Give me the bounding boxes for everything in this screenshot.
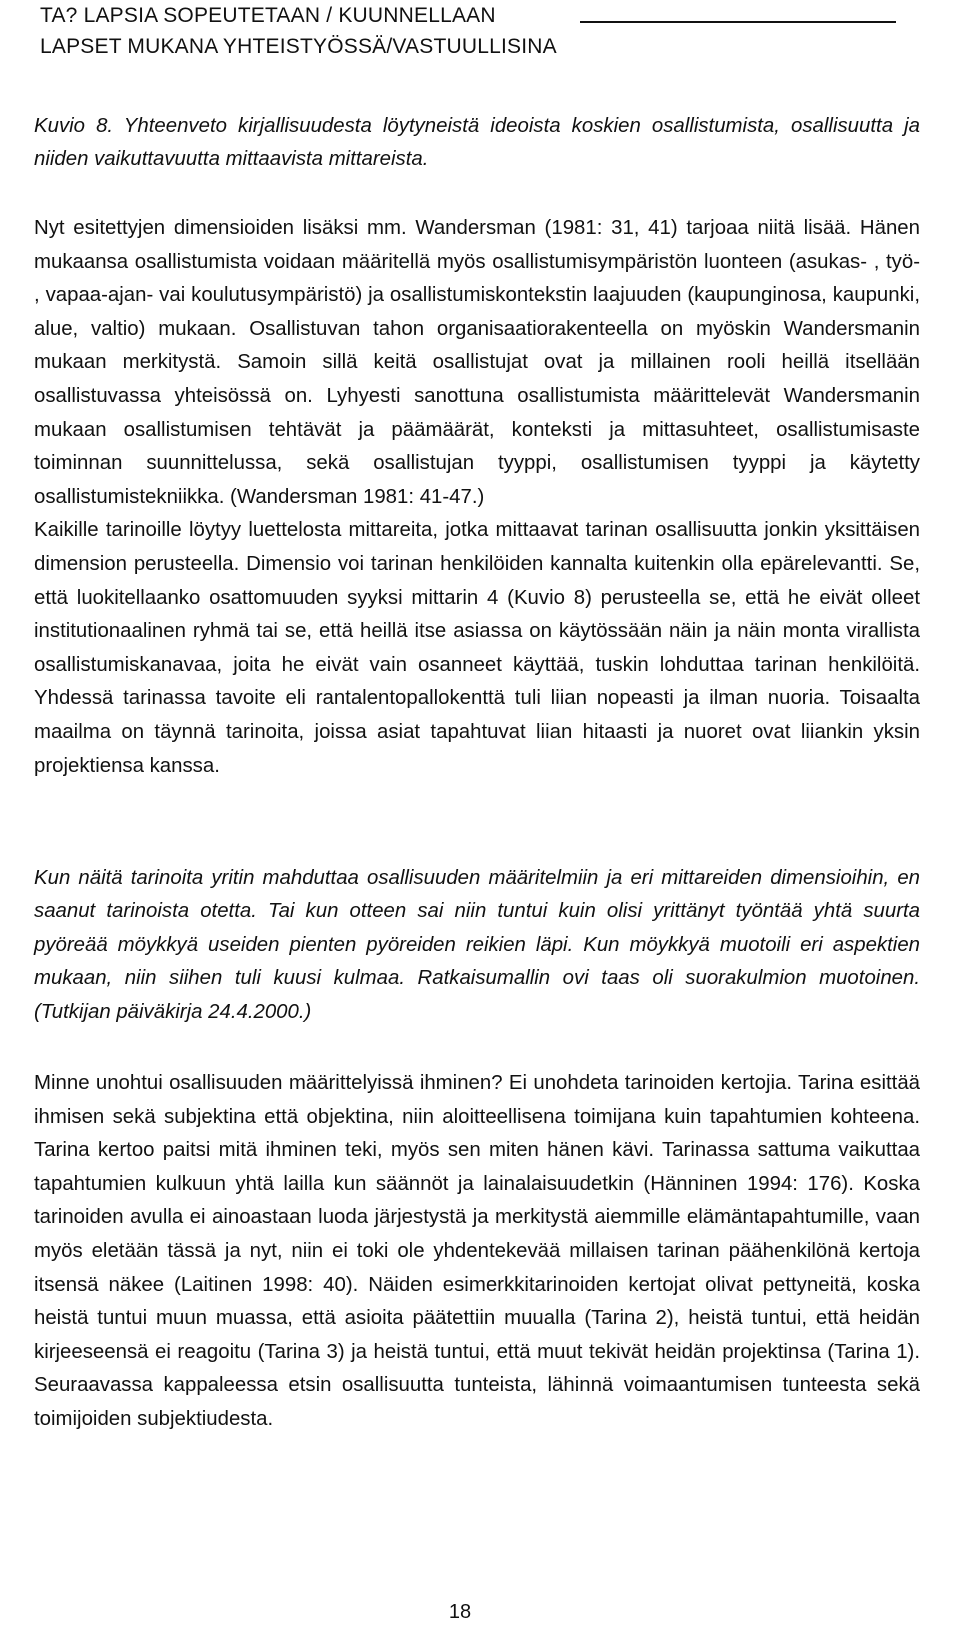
page-number: 18 [448, 1601, 472, 1623]
diary-quote: Kun näitä tarinoita yritin mahduttaa osallisuuden määritelmiin ja eri mittareiden dimensioihin, en saanut tarinoista otetta. Tai kun otteen sai niin tuntui kuin olisi yrittänyt työntää yhtä suurta pyöreää möykkyä useiden pienten pyöreiden reikien läpi. Kun möykkyä muotoili eri aspektien mukaan, niin siihen tuli kuusi kulmaa. Ratkaisumallin ovi taas oli suorakulmion muotoinen. (Tutkijan päiväkirja 24.4.2000.) [34, 867, 920, 1023]
running-header-line-1: TA? LAPSIA SOPEUTETAAN / KUUNNELLAAN [40, 4, 496, 27]
figure-caption: Kuvio 8. Yhteenveto kirjallisuudesta löytyneistä ideoista koskien osallistumista, osallisuutta ja niiden vaikuttavuutta mittaavista mittareista. [34, 115, 920, 170]
closing-paragraph: Minne unohtui osallisuuden määrittelyissä ihminen? Ei unohdeta tarinoiden kertojia. Tarina esittää ihmisen sekä subjektina että objektina, niin aloitteellisena toimijana kuin tapahtumien kohteena. Tarina kertoo paitsi mitä ihminen teki, myös sen miten hänen kävi. Tarinassa sattuma vaikuttaa tapahtumien kulkuun yhtä lailla kun säännöt ja lainalaisuudetkin (Hänninen 1994: 176). Koska tarinoiden avulla ei ainoastaan luoda järjestystä ja merkitystä aiemmille elämäntapahtumille, vaan myös eletään tässä ja nyt, niin ei toki ole yhdentekevää millaisen tarinan päähenkilönä kertoja itsensä näkee (Laitinen 1998: 40). Näiden esimerkkitarinoiden kertojat olivat pettyneitä, koska heistä tuntui muun muassa, että asioita päätettiin muualla (Tarina 2), heistä tuntui, että heidän kirjeeseensä ei reagoitu (Tarina 3) ja heistä tuntui, että muut tekivät heidän projektinsa (Tarina 1). Seuraavassa kappaleessa etsin osallisuutta tunteista, lähinnä voimaantumisen tunteesta sekä toimijoiden subjektiudesta. [34, 1072, 920, 1430]
header-rule [580, 21, 896, 23]
body-section [34, 212, 920, 783]
body-paragraph-2: Kaikille tarinoille löytyy luettelosta mittareita, jotka mittaavat tarinan osallisuutta jonkin yksittäisen dimension perusteella. Dimensio voi tarinan henkilöiden kannalta kuitenkin olla epärelevantti. Se, että luokitellaanko osattomuuden syyksi mittarin 4 (Kuvio 8) perusteella se, että he eivät olleet institutionaalinen ryhmä tai se, että heillä itse asiassa on käytössään näin ja näin monta virallista osallistumiskanavaa, joita he eivät vain osanneet käyttää, tuskin lohduttaa tarinan henkilöitä. Yhdessä tarinassa tavoite eli rantalentopallokenttä tuli liian nopeasti ja ilman nuoria. Toisaalta maailma on täynnä tarinoita, joissa asiat tapahtuvat liian hitaasti ja nuoret ovat liiankin yksin projektiensa kanssa. [34, 519, 920, 777]
body-paragraph-1: Nyt esitettyjen dimensioiden lisäksi mm. Wandersman (1981: 31, 41) tarjoaa niitä lisää. Hänen mukaansa osallistumista voidaan määritellä myös osallistumisympäristön luonteen (asukas- , työ- , vapaa-ajan- vai koulutusympäristö) ja osallistumiskontekstin laajuuden (kaupunginosa, kaupunki, alue, valtio) mukaan. Osallistuvan tahon organisaatiorakenteella on myöskin Wandersmanin mukaan merkitystä. Samoin sillä keitä osallistujat ovat ja millainen rooli heillä itsellään osallistuvassa yhteisössä on. Lyhyesti sanottuna osallistumista määrittelevät Wandersmanin mukaan osallistumisen tehtävät ja päämäärät, konteksti ja mittasuhteet, osallistumisaste toiminnan suunnittelussa, sekä osallistujan tyyppi, osallistumisen tyyppi ja käytetty osallistumistekniikka. (Wandersman 1981: 41-47.) [34, 217, 920, 508]
running-header-line-2: LAPSET MUKANA YHTEISTYÖSSÄ/VASTUULLISINA [40, 35, 557, 58]
